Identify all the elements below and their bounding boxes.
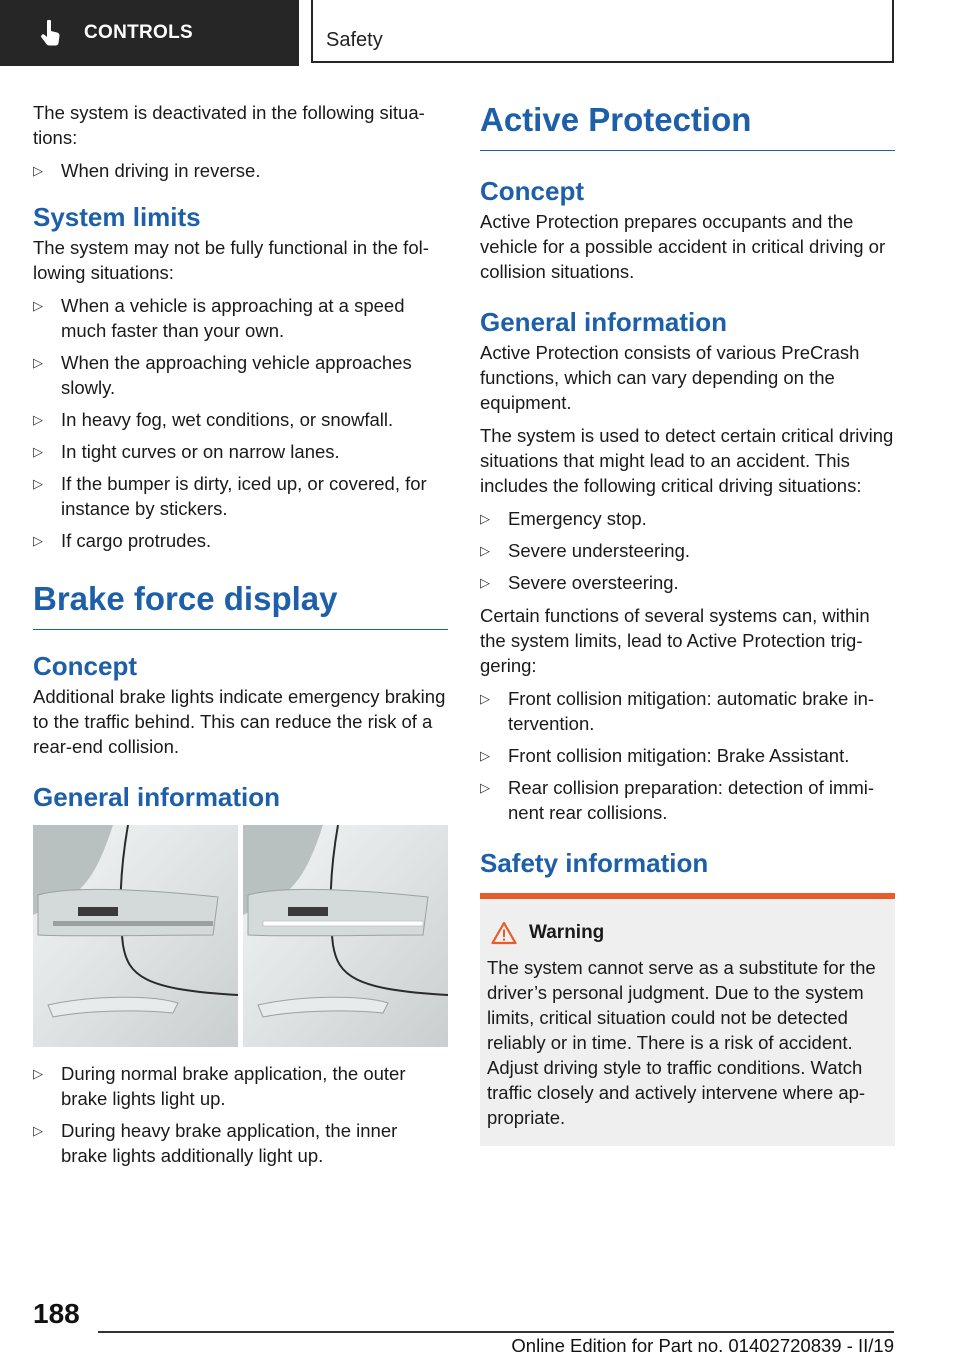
- brake-general-heading: General information: [33, 782, 281, 812]
- edition-text: Online Edition for Part no. 01402720839 - II/19: [511, 1335, 894, 1356]
- safety-info-heading: Safety information: [480, 848, 709, 878]
- triangle-bullet-icon: ▷: [33, 476, 43, 491]
- chapter-tab: [0, 0, 299, 66]
- system-limits-heading: System limits: [33, 202, 201, 232]
- brake-concept-heading: Concept: [33, 651, 137, 681]
- left-column: [33, 100, 448, 1176]
- ap-concept-text: Active Protection prepares occupants and the vehicle for a possible accident in critical driving or collision situations.: [480, 211, 886, 282]
- list-item: ▷ In tight curves or on narrow lanes.: [33, 441, 340, 462]
- triggers-list: [480, 686, 895, 825]
- warning-title: Warning: [529, 922, 605, 943]
- chapter-label: CONTROLS: [84, 22, 194, 43]
- system-limits-text: The system may not be fully functional in the following situations:: [33, 237, 429, 283]
- ap-general-text-2: The system is used to detect certain critical driving situations that might lead to an accident. This includes the following critical driving situations:: [480, 425, 894, 496]
- triangle-bullet-icon: ▷: [480, 748, 490, 763]
- section-tab: [311, 0, 894, 63]
- triangle-bullet-icon: ▷: [33, 355, 43, 370]
- triangle-bullet-icon: ▷: [480, 691, 490, 706]
- section-label: Safety: [326, 29, 383, 51]
- warning-text: The system cannot serve as a substitute for the driver’s personal judgment. Due to the system limits, critical situation could not be detected reliably or in time. There is a risk of accident. Adjust driving style to traffic conditions. Watch traffic closely and actively intervene where appropriate.: [487, 957, 876, 1128]
- list-item: ▷ During heavy brake application, the inner brake lights additionally light up.: [33, 1120, 398, 1166]
- brake-lights-illustration: [33, 825, 448, 1047]
- right-column: [480, 100, 895, 1146]
- trigger-text: Certain functions of several systems can, within the system limits, lead to Active Protection triggering:: [480, 605, 870, 676]
- normal-brake-panel: [33, 825, 238, 1047]
- ap-concept-heading: Concept: [480, 176, 584, 206]
- ap-general-heading: General information: [480, 307, 728, 337]
- list-item: ▷ Severe oversteering.: [480, 572, 679, 593]
- triangle-bullet-icon: ▷: [33, 412, 43, 427]
- list-item: ▷ When a vehicle is approaching at a speed much faster than your own.: [33, 295, 405, 341]
- triangle-bullet-icon: ▷: [33, 298, 43, 313]
- page-number: 188: [33, 1298, 80, 1329]
- list-item: ▷ When the approaching vehicle approaches slowly.: [33, 352, 412, 398]
- triangle-bullet-icon: ▷: [33, 1123, 43, 1138]
- list-item: ▷ If cargo protrudes.: [33, 530, 212, 551]
- active-protection-heading: Active Protection: [480, 100, 895, 151]
- intro-text: The system is deactivated in the following situations:: [33, 102, 425, 148]
- pointing-hand-icon: [40, 20, 62, 46]
- list-item: ▷ In heavy fog, wet conditions, or snowfall.: [33, 409, 394, 430]
- situations-list: [480, 506, 895, 595]
- triangle-bullet-icon: ▷: [33, 444, 43, 459]
- page-footer: [0, 1290, 960, 1362]
- triangle-bullet-icon: ▷: [480, 780, 490, 795]
- heavy-brake-panel: [243, 825, 448, 1047]
- list-item: ▷ Emergency stop.: [480, 508, 647, 529]
- triangle-bullet-icon: ▷: [480, 575, 490, 590]
- warning-box: [480, 893, 895, 1146]
- warning-header: [487, 921, 887, 945]
- list-item: ▷ Rear collision preparation: detection of imminent rear collisions.: [480, 777, 875, 823]
- system-limits-list: [33, 293, 448, 553]
- brake-lights-figure: [33, 825, 448, 1047]
- brake-force-heading: Brake force display: [33, 579, 448, 630]
- list-item: ▷ If the bumper is dirty, iced up, or covered, for instance by stickers.: [33, 473, 427, 519]
- page-header: [0, 0, 960, 66]
- footer-rule: [98, 1331, 894, 1333]
- brake-list: [33, 1061, 448, 1168]
- intro-list: [33, 158, 448, 183]
- triangle-bullet-icon: ▷: [33, 533, 43, 548]
- list-item: ▷ During normal brake application, the outer brake lights light up.: [33, 1063, 406, 1109]
- triangle-bullet-icon: ▷: [480, 511, 490, 526]
- brake-concept-text: Additional brake lights indicate emergency braking to the traffic behind. This can reduce the risk of a rear-end collision.: [33, 686, 446, 757]
- triangle-bullet-icon: ▷: [33, 163, 43, 178]
- list-item: ▷ Severe understeering.: [480, 540, 691, 561]
- list-item: ▷ When driving in reverse.: [33, 160, 261, 181]
- list-item: ▷ Front collision mitigation: Brake Assistant.: [480, 745, 850, 766]
- warning-triangle-icon: [491, 921, 517, 945]
- ap-general-text-1: Active Protection consists of various PreCrash functions, which can vary depending on the equipment.: [480, 342, 860, 413]
- triangle-bullet-icon: ▷: [480, 543, 490, 558]
- list-item: ▷ Front collision mitigation: automatic brake intervention.: [480, 688, 875, 734]
- triangle-bullet-icon: ▷: [33, 1066, 43, 1081]
